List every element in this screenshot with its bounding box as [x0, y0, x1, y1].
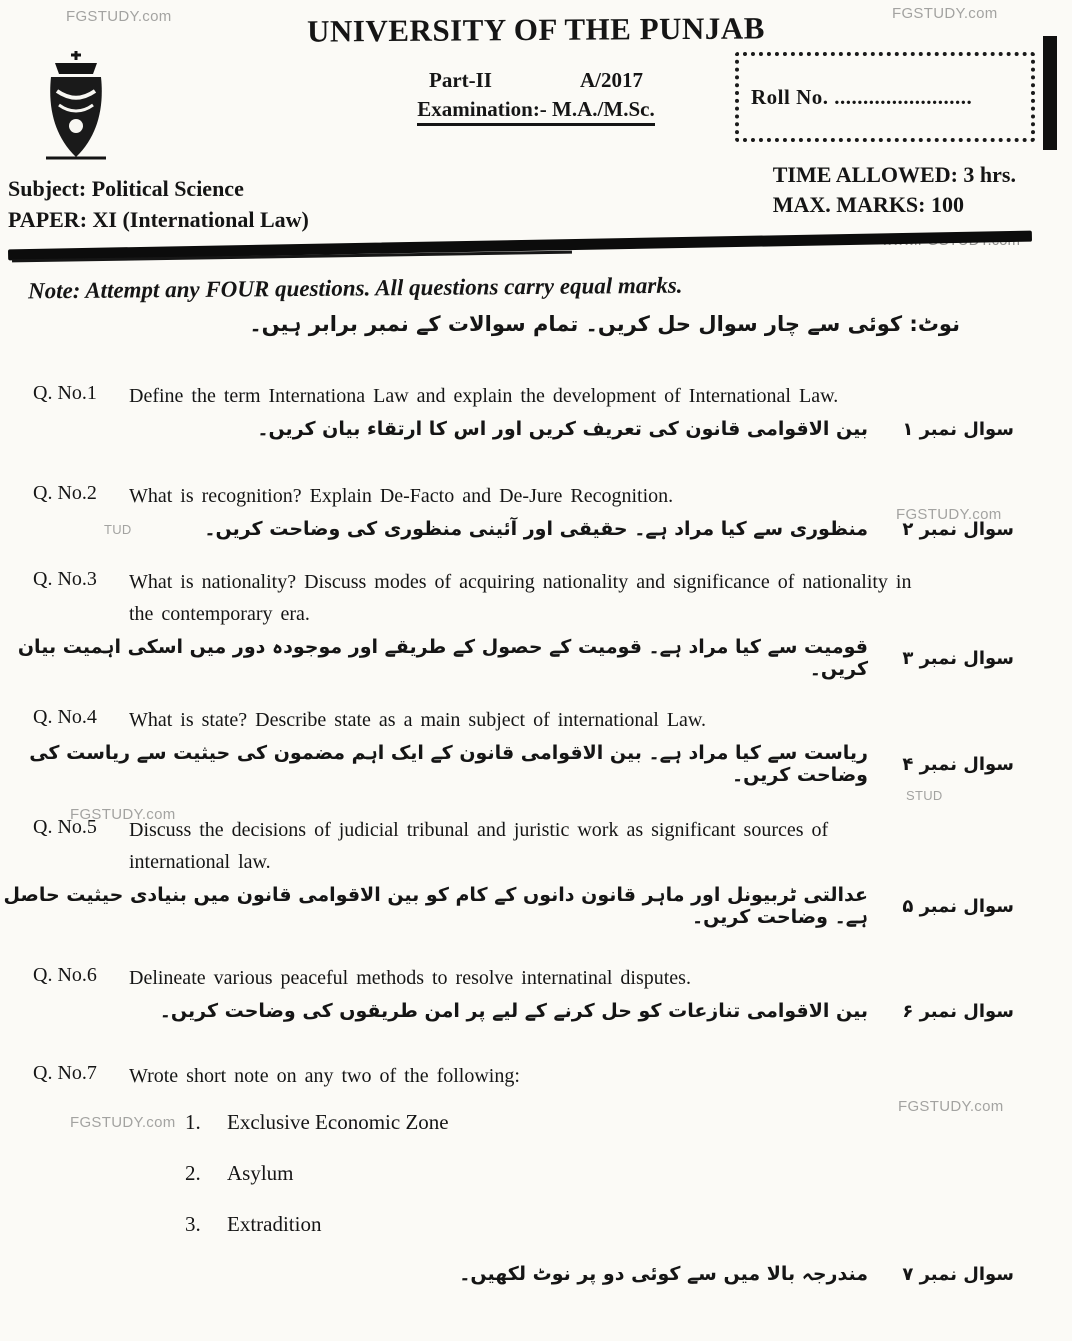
- watermark-right-low: FGSTUDY.com: [898, 1098, 1004, 1115]
- question-urdu: بین الاقوامی تنازعات کو حل کرنے کے لیے پر امن طریقوں کی وضاحت کریں۔: [159, 1000, 868, 1022]
- question-urdu: بین الاقوامی قانون کی تعریف کریں اور اس کا ارتقاء بیان کریں۔: [257, 418, 868, 440]
- question-urdu-label: سوال نمبر ۴: [902, 753, 1014, 775]
- question-urdu: قومیت سے کیا مراد ہے۔ قومیت کے حصول کے طریقے اور موجودہ دور میں اسکی اہمیت بیان کریں۔: [17, 636, 868, 680]
- q7-item: [185, 1110, 1072, 1135]
- question-7: [0, 1060, 1072, 1285]
- note-english: Note: Attempt any FOUR questions. All questions carry equal marks.: [27, 272, 683, 304]
- watermark-mid-right: FGSTUDY.com: [896, 506, 1002, 523]
- watermark-top-left: FGSTUDY.com: [66, 8, 172, 25]
- question-number: Q. No.5: [33, 816, 97, 838]
- question-1: [0, 380, 1072, 440]
- q7-item-text: Asylum: [227, 1161, 294, 1185]
- question-3: [0, 566, 1072, 680]
- question-text: Discuss the decisions of judicial tribunal and juristic work as significant sources of international law.: [129, 819, 829, 873]
- question-urdu: ریاست سے کیا مراد ہے۔ بین الاقوامی قانون کے ایک اہم مضمون کی حیثیت سے ریاست کی وضاحت کریں۔: [29, 742, 868, 786]
- question-urdu-label: سوال نمبر ۳: [902, 647, 1014, 669]
- question-number: Q. No.7: [33, 1062, 97, 1084]
- watermark-fragment-tud: TUD: [104, 522, 132, 537]
- part-label: Part-II: [429, 68, 492, 92]
- note-urdu-row: [0, 312, 960, 336]
- watermark-top-right: FGSTUDY.com: [892, 5, 998, 22]
- q7-item: [185, 1161, 1072, 1186]
- university-title: UNIVERSITY OF THE PUNJAB: [306, 10, 766, 49]
- question-number: Q. No.6: [33, 964, 97, 986]
- session-label: A/2017: [579, 68, 643, 92]
- question-urdu-label: سوال نمبر ۷: [902, 1263, 1014, 1285]
- watermark-left-mid: FGSTUDY.com: [70, 806, 176, 823]
- question-7-subitems: [185, 1110, 1072, 1237]
- watermark-fragment-stud: STUD: [906, 788, 943, 803]
- note-urdu: نوٹ: کوئی سے چار سوال حل کریں۔ تمام سوالات کے نمبر برابر ہیں۔: [249, 312, 960, 336]
- question-urdu: منظوری سے کیا مراد ہے۔ حقیقی اور آئینی منظوری کی وضاحت کریں۔: [204, 518, 868, 540]
- question-6: [0, 962, 1072, 1022]
- question-text: What is recognition? Explain De-Facto and De-Jure Recognition.: [129, 485, 674, 507]
- question-text: Wrote short note on any two of the following:: [129, 1065, 520, 1087]
- question-text: What is nationality? Discuss modes of acquiring nationality and significance of nationality in the contemporary era.: [129, 571, 912, 625]
- q7-item-number: 1.: [185, 1110, 201, 1134]
- question-urdu: مندرجہ بالا میں سے کوئی دو پر نوٹ لکھیں۔: [459, 1263, 868, 1285]
- question-number: Q. No.3: [33, 568, 97, 590]
- question-text: Delineate various peaceful methods to resolve internatinal disputes.: [129, 967, 691, 989]
- question-urdu-label: سوال نمبر ۱: [902, 418, 1014, 440]
- q7-item: [185, 1212, 1072, 1237]
- question-2: [0, 480, 1072, 540]
- time-allowed-label: TIME ALLOWED: 3 hrs.: [772, 162, 1016, 187]
- divider-line: [8, 231, 1032, 261]
- watermark-bottom-left: FGSTUDY.com: [70, 1114, 176, 1131]
- question-urdu-label: سوال نمبر ۶: [902, 1000, 1014, 1022]
- question-number: Q. No.4: [33, 706, 97, 728]
- subject-label: Subject: Political Science: [8, 176, 244, 201]
- roll-no-label: Roll No. ........................: [751, 84, 973, 109]
- question-5: [0, 814, 1072, 928]
- q7-item-number: 3.: [185, 1212, 201, 1236]
- question-urdu-label: سوال نمبر ۵: [902, 895, 1014, 917]
- max-marks-label: MAX. MARKS: 100: [772, 192, 964, 217]
- question-urdu-label: سوال نمبر ۲: [902, 518, 1014, 540]
- question-text: What is state? Describe state as a main subject of international Law.: [129, 709, 707, 731]
- q7-item-text: Extradition: [227, 1212, 322, 1236]
- question-4: [0, 704, 1072, 786]
- question-number: Q. No.1: [33, 382, 97, 404]
- paper-label: PAPER: XI (International Law): [8, 207, 309, 232]
- question-number: Q. No.2: [33, 482, 97, 504]
- q7-item-number: 2.: [185, 1161, 201, 1185]
- question-text: Define the term Internationa Law and explain the development of International Law.: [129, 385, 839, 407]
- q7-item-text: Exclusive Economic Zone: [227, 1110, 449, 1134]
- question-urdu: عدالتی ٹربیونل اور ماہر قانون دانوں کے کام کو بین الاقوامی قانون میں بنیادی حیثیت حاصل ہے۔ وضاحت کریں۔: [3, 884, 868, 928]
- examination-label: Examination:- M.A./M.Sc.: [417, 97, 654, 126]
